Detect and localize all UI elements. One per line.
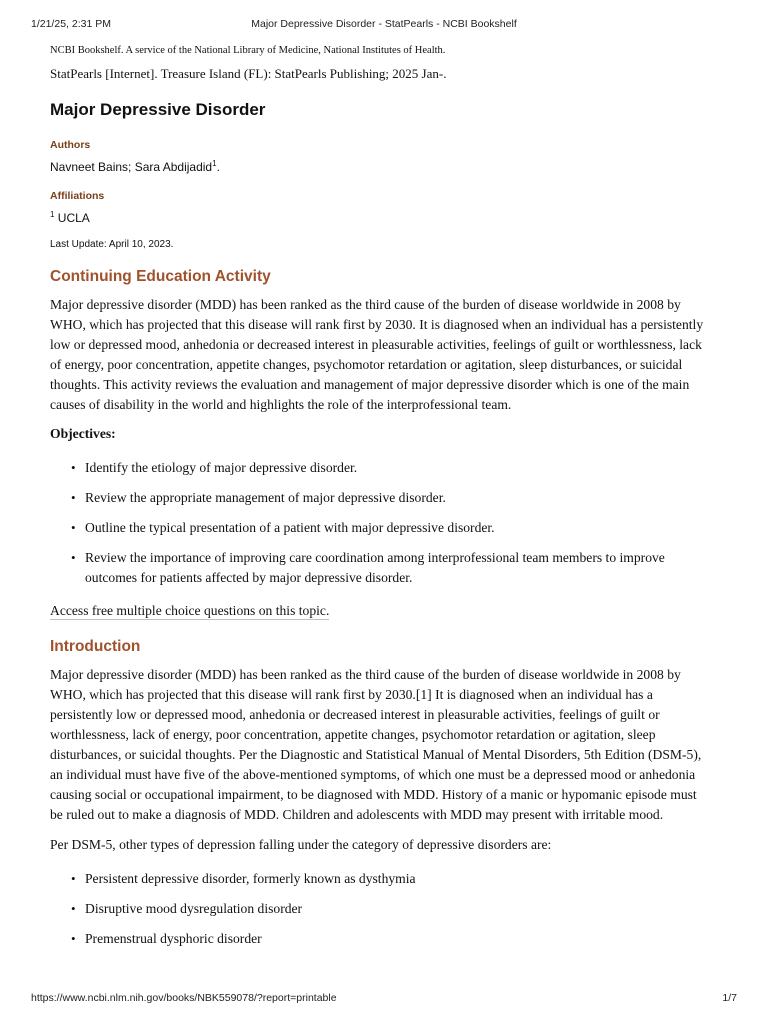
introduction-section bbox=[50, 637, 710, 949]
bullet-icon: • bbox=[71, 490, 76, 505]
introduction-heading: Introduction bbox=[50, 638, 141, 655]
citation: StatPearls [Internet]. Treasure Island (FL): StatPearls Publishing; 2025 Jan-. bbox=[50, 66, 447, 81]
list-item-text: Identify the etiology of major depressive disorder. bbox=[85, 460, 358, 475]
objectives-list bbox=[50, 458, 710, 588]
mcq-access-link[interactable]: Access free multiple choice questions on this topic. bbox=[50, 603, 330, 618]
depressive-disorders-list bbox=[50, 869, 710, 949]
bookshelf-note: NCBI Bookshelf. A service of the National Library of Medicine, National Institutes of Health. bbox=[50, 45, 446, 56]
bullet-icon: • bbox=[71, 901, 76, 916]
print-url: https://www.ncbi.nlm.nih.gov/books/NBK559078/?report=printable bbox=[31, 992, 337, 1004]
affiliation-marker: 1 bbox=[50, 210, 55, 219]
print-date: 1/21/25, 2:31 PM bbox=[31, 18, 111, 30]
list-item bbox=[50, 518, 710, 538]
affiliation-name: UCLA bbox=[54, 211, 90, 225]
list-item-text: Persistent depressive disorder, formerly known as dysthymia bbox=[85, 871, 416, 886]
print-page-title: Major Depressive Disorder - StatPearls - NCBI Bookshelf bbox=[251, 18, 517, 30]
introduction-paragraph-1: Major depressive disorder (MDD) has been ranked as the third cause of the burden of disease worldwide in 2008 by WHO, which has projected that this disease will rank first by 2030.[1] It is diagnosed when an individual has a persistently low or depressed mood, anhedonia or decreased interest in pleasurable activities, feelings of guilt or worthlessness, lack of energy, poor concentration, appetite changes, psychomotor retardation or agitation, sleep disturbances, or suicidal thoughts. Per the Diagnostic and Statistical Manual of Mental Disorders, 5th Edition (DSM-5), an individual must have five of the above-mentioned symptoms, of which one must be a depressed mood or anhedonia causing social or occupational impairment, to be diagnosed with MDD. History of a manic or hypomanic episode must be ruled out to make a diagnosis of MDD. Children and adolescents with MDD may present with irritable mood. bbox=[50, 667, 702, 822]
print-header bbox=[31, 18, 737, 34]
authors-suffix: . bbox=[216, 160, 220, 174]
bullet-icon: • bbox=[71, 520, 76, 535]
list-item-text: Review the importance of improving care coordination among interprofessional team members to improve outcomes for patients affected by major depressive disorder. bbox=[85, 550, 665, 585]
continuing-education-heading: Continuing Education Activity bbox=[50, 268, 271, 285]
list-item bbox=[50, 899, 710, 919]
affiliations-label: Affiliations bbox=[50, 190, 105, 202]
list-item bbox=[50, 488, 710, 508]
bullet-icon: • bbox=[71, 931, 76, 946]
list-item bbox=[50, 458, 710, 478]
access-link-row bbox=[50, 602, 710, 620]
list-item bbox=[50, 929, 710, 949]
authors-label: Authors bbox=[50, 139, 91, 151]
authors-names bbox=[50, 159, 710, 175]
last-update: Last Update: April 10, 2023. bbox=[50, 239, 174, 250]
page-number: 1/7 bbox=[722, 992, 737, 1004]
authors-affiliation-marker: 1 bbox=[212, 159, 217, 168]
affiliations-value bbox=[50, 210, 710, 226]
continuing-education-section bbox=[50, 267, 710, 620]
bullet-icon: • bbox=[71, 871, 76, 886]
objectives-label: Objectives: bbox=[50, 426, 116, 441]
list-item-text: Premenstrual dysphoric disorder bbox=[85, 931, 262, 946]
list-item bbox=[50, 548, 710, 588]
list-item-text: Review the appropriate management of major depressive disorder. bbox=[85, 490, 446, 505]
continuing-education-paragraph: Major depressive disorder (MDD) has been ranked as the third cause of the burden of disease worldwide in 2008 by WHO, which has projected that this disease will rank first by 2030. It is diagnosed when an individual has a persistently low or depressed mood, anhedonia or decreased interest in pleasurable activities, feelings of guilt or worthlessness, lack of energy, poor concentration, appetite changes, psychomotor retardation or agitation, sleep disturbances, or suicidal thoughts. This activity reviews the evaluation and management of major depressive disorder which is one of the main causes of disability in the world and highlights the role of the interprofessional team. bbox=[50, 297, 704, 412]
bullet-icon: • bbox=[71, 460, 76, 475]
list-item bbox=[50, 869, 710, 889]
page-title: Major Depressive Disorder bbox=[50, 100, 266, 119]
authors-list[interactable]: Navneet Bains; Sara Abdijadid bbox=[50, 160, 213, 174]
list-item-text: Outline the typical presentation of a patient with major depressive disorder. bbox=[85, 520, 495, 535]
list-item-text: Disruptive mood dysregulation disorder bbox=[85, 901, 303, 916]
document-content bbox=[50, 44, 710, 949]
affiliations-block bbox=[50, 189, 710, 226]
print-footer bbox=[31, 992, 737, 1008]
bullet-icon: • bbox=[71, 550, 76, 565]
authors-block bbox=[50, 138, 710, 175]
introduction-paragraph-2: Per DSM-5, other types of depression falling under the category of depressive disorders are: bbox=[50, 837, 552, 852]
